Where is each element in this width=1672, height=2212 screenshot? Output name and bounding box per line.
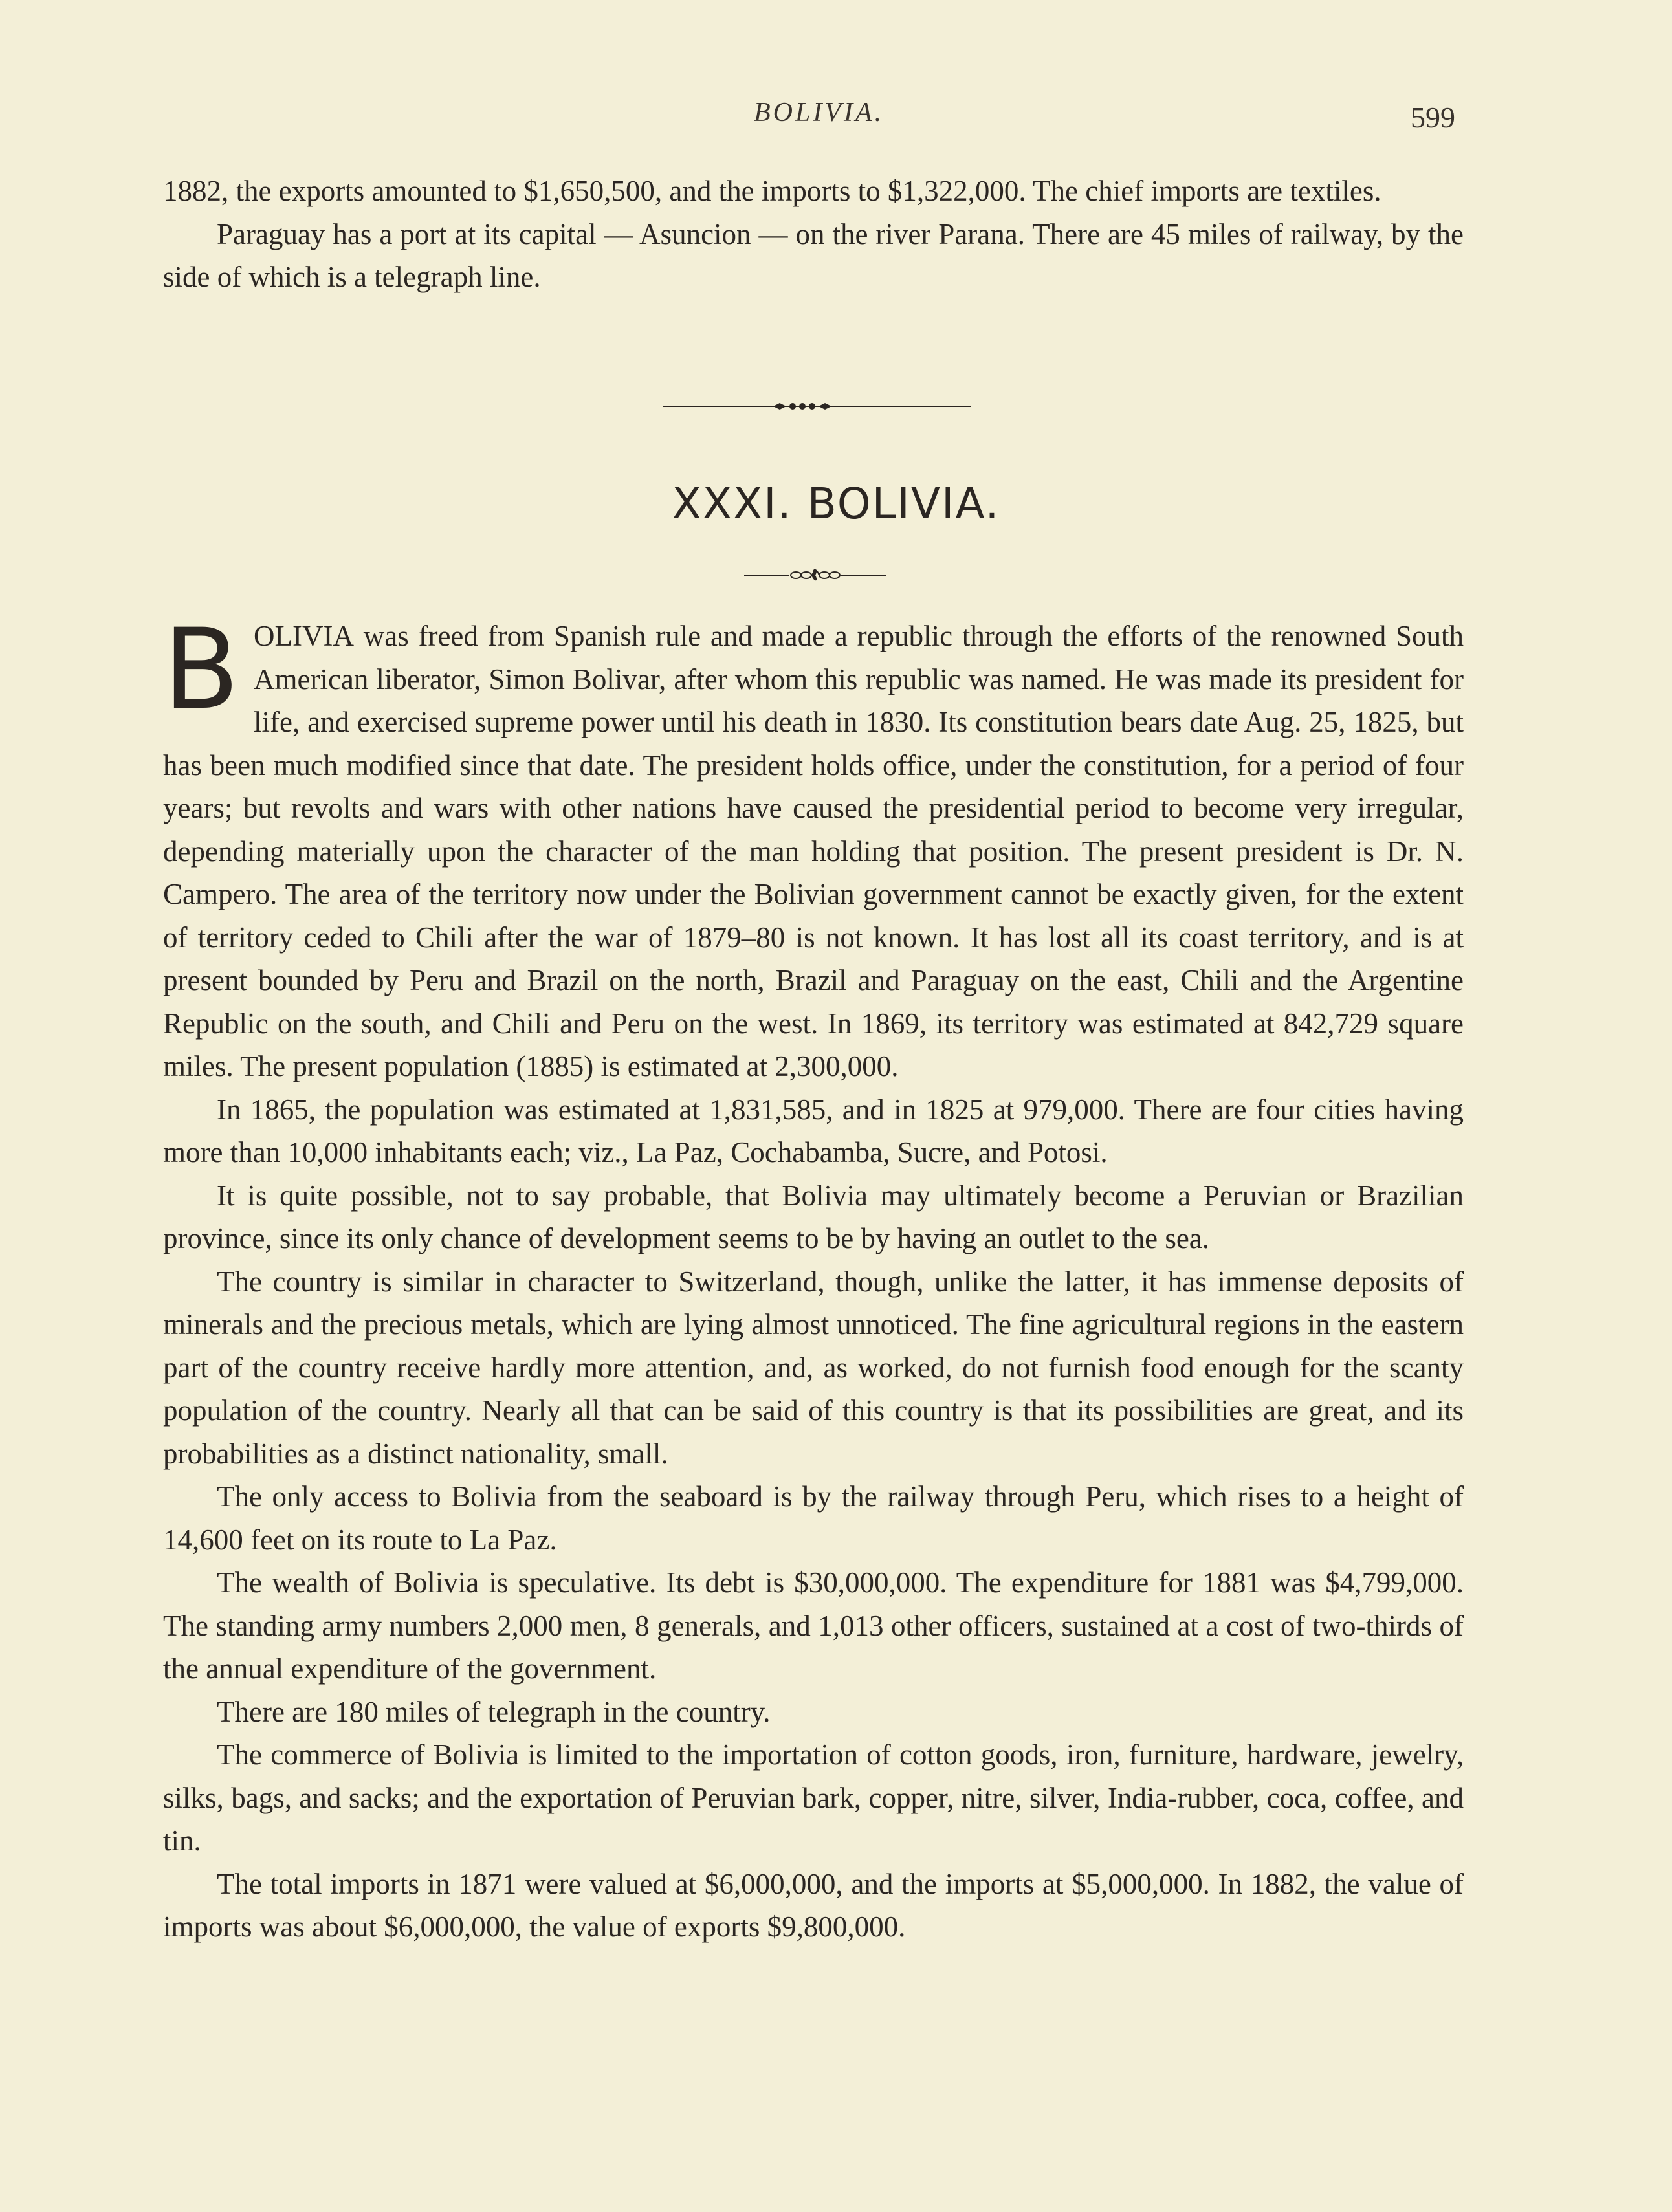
paragraph: Paraguay has a port at its capital — Asuncion — on the river Parana. There are 45 miles of railway, by the side of which is a telegraph line. [163, 217, 1464, 293]
paragraph: It is quite possible, not to say probable, that Bolivia may ultimately become a Peruvian or Brazilian province, since its only chance of development seems to be by having an outlet to the sea. [163, 1179, 1464, 1254]
opening-word: OLIVIA [254, 620, 354, 652]
paragraph: 1882, the exports amounted to $1,650,500, and the imports to $1,322,000. The chief imports are textiles. [163, 175, 1381, 207]
paragraph: The commerce of Bolivia is limited to the importation of cotton goods, iron, furniture, hardware, jewelry, silks, bags, and sacks; and the exportation of Peruvian bark, copper, nitre, silver, India-rubber, coca, coffee, and tin. [163, 1738, 1464, 1857]
paragraph: The total imports in 1871 were valued at $6,000,000, and the imports at $5,000,000. In 1882, the value of imports was about $6,000,000, the value of exports $9,800,000. [163, 1867, 1464, 1943]
running-title: BOLIVIA. [754, 98, 885, 127]
paragraph: The country is similar in character to Switzerland, though, unlike the latter, it has immense deposits of minerals and the precious metals, which are lying almost unnoticed. The fine agricultural regions in the eastern part of the country receive hardly more attention, and, as worked, do not furnish food enough for the scanty population of the country. Nearly all that can be said of this country is that its possibilities are great, and its probabilities as a distinct nationality, small. [163, 1265, 1464, 1470]
drop-cap: B [163, 604, 239, 734]
opening-paragraph [163, 604, 1464, 1088]
chapter-title: XXXI. BOLIVIA. [672, 479, 1000, 529]
flourish-icon [744, 567, 886, 584]
paragraph: In 1865, the population was estimated at 1,831,585, and in 1825 at 979,000. There are four cities having more than 10,000 inhabitants each; viz., La Paz, Cochabamba, Sucre, and Potosi. [163, 1093, 1464, 1168]
page-number: 599 [1411, 101, 1455, 134]
chapter-body [163, 604, 1464, 1949]
ornamental-rule-icon [663, 400, 971, 413]
paragraph: The wealth of Bolivia is speculative. Its debt is $30,000,000. The expenditure for 1881 was $4,799,000. The standing army numbers 2,000 men, 8 generals, and 1,013 other officers, sustained at a cost of two-thirds of the annual expenditure of the government. [163, 1566, 1464, 1685]
opening-text: was freed from Spanish rule and made a republic through the efforts of the renowned South American liberator, Simon Bolivar, after whom this republic was named. He was made its president for life, and exercised supreme power until his death in 1830. Its constitution bears date Aug. 25, 1825, but has been much modified since that date. The president holds office, under the constitution, for a period of four years; but revolts and wars with other nations have caused the presidential period to become very irregular, depending materially upon the character of the man holding that position. The present president is Dr. N. Campero. The area of the territory now under the Bolivian government cannot be exactly given, for the extent of territory ceded to Chili after the war of 1879–80 is not known. It has lost all its coast territory, and is at present bounded by Peru and Brazil on the north, Brazil and Paraguay on the east, Chili and the Argentine Republic on the south, and Chili and Peru on the west. In 1869, its territory was estimated at 842,729 square miles. The present population (1885) is estimated at 2,300,000. [163, 620, 1464, 1082]
paragraph: There are 180 miles of telegraph in the country. [217, 1695, 771, 1728]
paragraph: The only access to Bolivia from the seaboard is by the railway through Peru, which rises to a height of 14,600 feet on its route to La Paz. [163, 1480, 1464, 1556]
continued-text [163, 170, 1464, 299]
